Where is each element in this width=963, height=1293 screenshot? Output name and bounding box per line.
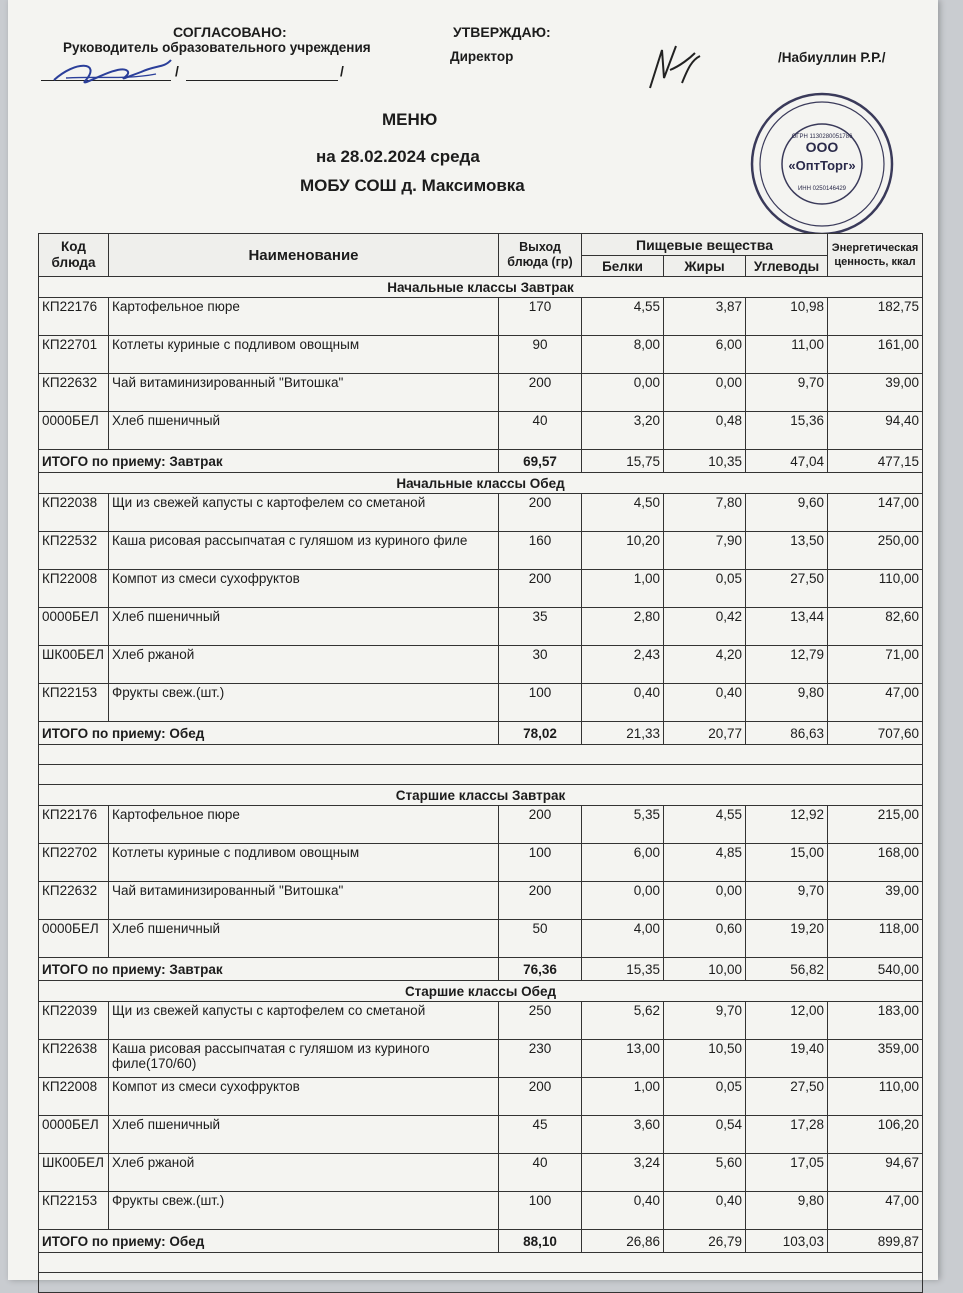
cell-code: КП22153 bbox=[39, 684, 109, 722]
table-row bbox=[39, 532, 923, 570]
cell-output: 170 bbox=[499, 298, 582, 336]
cell-carbs: 27,50 bbox=[746, 1078, 828, 1116]
cell-protein: 3,60 bbox=[582, 1116, 664, 1154]
table-row bbox=[39, 1002, 923, 1040]
total-carbs: 103,03 bbox=[746, 1230, 828, 1253]
approved-role: Руководитель образовательного учреждения bbox=[63, 40, 371, 55]
total-protein: 21,33 bbox=[582, 722, 664, 745]
cell-energy: 94,67 bbox=[828, 1154, 923, 1192]
cell-carbs: 19,20 bbox=[746, 920, 828, 958]
cell-name: Компот из смеси сухофруктов bbox=[109, 1078, 499, 1116]
empty-cell bbox=[39, 745, 923, 765]
total-protein: 15,75 bbox=[582, 450, 664, 473]
table-row bbox=[39, 1154, 923, 1192]
cell-energy: 110,00 bbox=[828, 570, 923, 608]
cell-protein: 4,55 bbox=[582, 298, 664, 336]
total-output: 78,02 bbox=[499, 722, 582, 745]
cell-protein: 0,40 bbox=[582, 1192, 664, 1230]
cell-carbs: 15,36 bbox=[746, 412, 828, 450]
section-title: Начальные классы Обед bbox=[39, 473, 923, 494]
cell-carbs: 12,79 bbox=[746, 646, 828, 684]
total-row bbox=[39, 450, 923, 473]
total-row bbox=[39, 958, 923, 981]
cell-name: Хлеб ржаной bbox=[109, 646, 499, 684]
cell-fat: 4,20 bbox=[664, 646, 746, 684]
cell-code: КП22632 bbox=[39, 374, 109, 412]
cell-fat: 7,90 bbox=[664, 532, 746, 570]
cell-protein: 2,43 bbox=[582, 646, 664, 684]
cell-fat: 0,54 bbox=[664, 1116, 746, 1154]
cell-fat: 7,80 bbox=[664, 494, 746, 532]
col-code: Код блюда bbox=[39, 234, 109, 277]
cell-carbs: 15,00 bbox=[746, 844, 828, 882]
cell-code: КП22038 bbox=[39, 494, 109, 532]
col-nutrients: Пищевые вещества bbox=[582, 234, 828, 256]
cell-name: Хлеб ржаной bbox=[109, 1154, 499, 1192]
cell-code: КП22008 bbox=[39, 570, 109, 608]
cell-energy: 168,00 bbox=[828, 844, 923, 882]
section-header bbox=[39, 981, 923, 1002]
cell-output: 160 bbox=[499, 532, 582, 570]
col-fat: Жиры bbox=[664, 256, 746, 277]
cell-carbs: 13,44 bbox=[746, 608, 828, 646]
cell-energy: 182,75 bbox=[828, 298, 923, 336]
cell-code: 0000БЕЛ bbox=[39, 412, 109, 450]
table-row bbox=[39, 1192, 923, 1230]
cell-name: Хлеб пшеничный bbox=[109, 920, 499, 958]
menu-date: на 28.02.2024 среда bbox=[316, 147, 480, 166]
cell-protein: 3,20 bbox=[582, 412, 664, 450]
cell-protein: 1,00 bbox=[582, 570, 664, 608]
cell-name: Картофельное пюре bbox=[109, 298, 499, 336]
cell-output: 200 bbox=[499, 806, 582, 844]
cell-energy: 250,00 bbox=[828, 532, 923, 570]
cell-fat: 0,05 bbox=[664, 1078, 746, 1116]
cell-code: 0000БЕЛ bbox=[39, 920, 109, 958]
col-energy: Энергетическая ценность, ккал bbox=[828, 234, 923, 277]
cell-output: 200 bbox=[499, 374, 582, 412]
company-stamp bbox=[748, 90, 896, 238]
section-title: Старшие классы Обед bbox=[39, 981, 923, 1002]
table-row bbox=[39, 336, 923, 374]
cell-energy: 215,00 bbox=[828, 806, 923, 844]
cell-output: 230 bbox=[499, 1040, 582, 1078]
cell-name: Чай витаминизированный "Витошка" bbox=[109, 882, 499, 920]
cell-code: ШК00БЕЛ bbox=[39, 646, 109, 684]
cell-protein: 4,00 bbox=[582, 920, 664, 958]
cell-protein: 13,00 bbox=[582, 1040, 664, 1078]
cell-code: КП22153 bbox=[39, 1192, 109, 1230]
cell-protein: 10,20 bbox=[582, 532, 664, 570]
table-row bbox=[39, 882, 923, 920]
cell-carbs: 12,00 bbox=[746, 1002, 828, 1040]
cell-name: Каша рисовая рассыпчатая с гуляшом из куриного филе(170/60) bbox=[109, 1040, 499, 1078]
cell-name: Фрукты свеж.(шт.) bbox=[109, 1192, 499, 1230]
cell-carbs: 17,28 bbox=[746, 1116, 828, 1154]
cell-code: КП22532 bbox=[39, 532, 109, 570]
confirm-role: Директор bbox=[450, 49, 514, 64]
table-row bbox=[39, 684, 923, 722]
col-protein: Белки bbox=[582, 256, 664, 277]
cell-fat: 4,55 bbox=[664, 806, 746, 844]
cell-code: ШК00БЕЛ bbox=[39, 1154, 109, 1192]
total-protein: 15,35 bbox=[582, 958, 664, 981]
cell-output: 40 bbox=[499, 1154, 582, 1192]
cell-carbs: 10,98 bbox=[746, 298, 828, 336]
total-fat: 10,35 bbox=[664, 450, 746, 473]
stamp-ogrn: ОГРН 1130280051786 bbox=[791, 134, 853, 140]
section-title: Старшие классы Завтрак bbox=[39, 785, 923, 806]
cell-protein: 0,00 bbox=[582, 882, 664, 920]
cell-energy: 183,00 bbox=[828, 1002, 923, 1040]
total-energy: 899,87 bbox=[828, 1230, 923, 1253]
cell-fat: 0,40 bbox=[664, 1192, 746, 1230]
total-carbs: 86,63 bbox=[746, 722, 828, 745]
empty-row bbox=[39, 1253, 923, 1273]
cell-name: Хлеб пшеничный bbox=[109, 412, 499, 450]
cell-output: 100 bbox=[499, 844, 582, 882]
empty-row bbox=[39, 765, 923, 785]
cell-fat: 0,42 bbox=[664, 608, 746, 646]
cell-protein: 2,80 bbox=[582, 608, 664, 646]
total-row bbox=[39, 1230, 923, 1253]
approved-signature bbox=[46, 50, 176, 90]
total-output: 88,10 bbox=[499, 1230, 582, 1253]
cell-output: 100 bbox=[499, 1192, 582, 1230]
cell-energy: 106,20 bbox=[828, 1116, 923, 1154]
cell-name: Фрукты свеж.(шт.) bbox=[109, 684, 499, 722]
total-fat: 26,79 bbox=[664, 1230, 746, 1253]
total-energy: 540,00 bbox=[828, 958, 923, 981]
cell-output: 40 bbox=[499, 412, 582, 450]
menu-sheet bbox=[8, 0, 938, 1280]
cell-energy: 82,60 bbox=[828, 608, 923, 646]
total-row bbox=[39, 722, 923, 745]
cell-code: КП22176 bbox=[39, 806, 109, 844]
cell-carbs: 12,92 bbox=[746, 806, 828, 844]
cell-carbs: 19,40 bbox=[746, 1040, 828, 1078]
total-label: ИТОГО по приему: Завтрак bbox=[39, 450, 499, 473]
section-title: Начальные классы Завтрак bbox=[39, 277, 923, 298]
cell-output: 90 bbox=[499, 336, 582, 374]
cell-name: Котлеты куриные с подливом овощным bbox=[109, 336, 499, 374]
cell-energy: 118,00 bbox=[828, 920, 923, 958]
total-label: ИТОГО по приему: Обед bbox=[39, 1230, 499, 1253]
menu-table bbox=[38, 233, 923, 1293]
cell-protein: 1,00 bbox=[582, 1078, 664, 1116]
table-row bbox=[39, 494, 923, 532]
cell-code: КП22008 bbox=[39, 1078, 109, 1116]
cell-protein: 6,00 bbox=[582, 844, 664, 882]
cell-name: Картофельное пюре bbox=[109, 806, 499, 844]
table-row bbox=[39, 570, 923, 608]
cell-fat: 3,87 bbox=[664, 298, 746, 336]
cell-fat: 0,60 bbox=[664, 920, 746, 958]
cell-fat: 10,50 bbox=[664, 1040, 746, 1078]
menu-table-body bbox=[39, 277, 923, 1293]
cell-carbs: 27,50 bbox=[746, 570, 828, 608]
cell-energy: 94,40 bbox=[828, 412, 923, 450]
cell-energy: 71,00 bbox=[828, 646, 923, 684]
school-name: МОБУ СОШ д. Максимовка bbox=[300, 176, 525, 195]
total-label: ИТОГО по приему: Обед bbox=[39, 722, 499, 745]
confirm-name: /Набиуллин Р.Р./ bbox=[778, 50, 886, 65]
total-fat: 10,00 bbox=[664, 958, 746, 981]
col-output: Выход блюда (гр) bbox=[499, 234, 582, 277]
total-output: 76,36 bbox=[499, 958, 582, 981]
empty-cell bbox=[39, 765, 923, 785]
cell-output: 250 bbox=[499, 1002, 582, 1040]
cell-name: Хлеб пшеничный bbox=[109, 1116, 499, 1154]
cell-code: КП22176 bbox=[39, 298, 109, 336]
cell-carbs: 11,00 bbox=[746, 336, 828, 374]
empty-cell bbox=[39, 1273, 923, 1293]
cell-carbs: 9,70 bbox=[746, 374, 828, 412]
table-row bbox=[39, 298, 923, 336]
cell-code: КП22701 bbox=[39, 336, 109, 374]
approved-line-end: / bbox=[340, 63, 344, 79]
table-row bbox=[39, 646, 923, 684]
cell-code: КП22702 bbox=[39, 844, 109, 882]
cell-output: 200 bbox=[499, 494, 582, 532]
cell-energy: 47,00 bbox=[828, 1192, 923, 1230]
cell-name: Котлеты куриные с подливом овощным bbox=[109, 844, 499, 882]
cell-protein: 5,62 bbox=[582, 1002, 664, 1040]
cell-carbs: 9,80 bbox=[746, 684, 828, 722]
cell-fat: 9,70 bbox=[664, 1002, 746, 1040]
cell-energy: 359,00 bbox=[828, 1040, 923, 1078]
table-row bbox=[39, 844, 923, 882]
cell-fat: 6,00 bbox=[664, 336, 746, 374]
cell-output: 100 bbox=[499, 684, 582, 722]
total-protein: 26,86 bbox=[582, 1230, 664, 1253]
cell-output: 200 bbox=[499, 570, 582, 608]
total-carbs: 56,82 bbox=[746, 958, 828, 981]
menu-title: МЕНЮ bbox=[382, 110, 438, 129]
cell-fat: 0,00 bbox=[664, 374, 746, 412]
cell-code: 0000БЕЛ bbox=[39, 608, 109, 646]
cell-name: Хлеб пшеничный bbox=[109, 608, 499, 646]
table-row bbox=[39, 1078, 923, 1116]
cell-fat: 5,60 bbox=[664, 1154, 746, 1192]
cell-energy: 110,00 bbox=[828, 1078, 923, 1116]
director-signature bbox=[640, 38, 710, 98]
cell-name: Чай витаминизированный "Витошка" bbox=[109, 374, 499, 412]
cell-code: КП22039 bbox=[39, 1002, 109, 1040]
cell-carbs: 9,60 bbox=[746, 494, 828, 532]
cell-name: Щи из свежей капусты с картофелем со сметаной bbox=[109, 1002, 499, 1040]
cell-protein: 8,00 bbox=[582, 336, 664, 374]
col-name: Наименование bbox=[109, 234, 499, 277]
cell-code: КП22632 bbox=[39, 882, 109, 920]
cell-carbs: 9,70 bbox=[746, 882, 828, 920]
cell-protein: 4,50 bbox=[582, 494, 664, 532]
total-output: 69,57 bbox=[499, 450, 582, 473]
cell-output: 35 bbox=[499, 608, 582, 646]
cell-output: 200 bbox=[499, 882, 582, 920]
table-row bbox=[39, 806, 923, 844]
table-row bbox=[39, 374, 923, 412]
cell-fat: 0,05 bbox=[664, 570, 746, 608]
cell-energy: 39,00 bbox=[828, 882, 923, 920]
cell-name: Каша рисовая рассыпчатая с гуляшом из куриного филе bbox=[109, 532, 499, 570]
cell-output: 50 bbox=[499, 920, 582, 958]
cell-protein: 0,40 bbox=[582, 684, 664, 722]
table-row bbox=[39, 920, 923, 958]
cell-code: КП22638 bbox=[39, 1040, 109, 1078]
table-row bbox=[39, 412, 923, 450]
empty-row bbox=[39, 745, 923, 765]
cell-name: Щи из свежей капусты с картофелем со сметаной bbox=[109, 494, 499, 532]
table-row bbox=[39, 1116, 923, 1154]
stamp-center-name: «ОптТорг» bbox=[788, 158, 856, 173]
stamp-inn: ИНН 0250146429 bbox=[797, 186, 847, 192]
cell-protein: 3,24 bbox=[582, 1154, 664, 1192]
col-carbs: Углеводы bbox=[746, 256, 828, 277]
cell-energy: 47,00 bbox=[828, 684, 923, 722]
table-row bbox=[39, 608, 923, 646]
cell-energy: 39,00 bbox=[828, 374, 923, 412]
total-fat: 20,77 bbox=[664, 722, 746, 745]
cell-carbs: 9,80 bbox=[746, 1192, 828, 1230]
cell-carbs: 13,50 bbox=[746, 532, 828, 570]
cell-fat: 0,00 bbox=[664, 882, 746, 920]
total-energy: 477,15 bbox=[828, 450, 923, 473]
approved-line-start: / bbox=[175, 63, 179, 79]
cell-output: 200 bbox=[499, 1078, 582, 1116]
cell-name: Компот из смеси сухофруктов bbox=[109, 570, 499, 608]
table-row bbox=[39, 1040, 923, 1078]
confirm-title: УТВЕРЖДАЮ: bbox=[453, 24, 551, 40]
approved-title: СОГЛАСОВАНО: bbox=[173, 24, 287, 40]
approved-name-line bbox=[186, 64, 338, 81]
empty-row bbox=[39, 1273, 923, 1293]
cell-output: 30 bbox=[499, 646, 582, 684]
cell-energy: 147,00 bbox=[828, 494, 923, 532]
cell-code: 0000БЕЛ bbox=[39, 1116, 109, 1154]
cell-fat: 0,40 bbox=[664, 684, 746, 722]
total-carbs: 47,04 bbox=[746, 450, 828, 473]
cell-energy: 161,00 bbox=[828, 336, 923, 374]
cell-carbs: 17,05 bbox=[746, 1154, 828, 1192]
section-header bbox=[39, 473, 923, 494]
cell-protein: 5,35 bbox=[582, 806, 664, 844]
cell-protein: 0,00 bbox=[582, 374, 664, 412]
total-energy: 707,60 bbox=[828, 722, 923, 745]
section-header bbox=[39, 277, 923, 298]
cell-output: 45 bbox=[499, 1116, 582, 1154]
stamp-center-top: ООО bbox=[805, 139, 839, 155]
empty-cell bbox=[39, 1253, 923, 1273]
cell-fat: 4,85 bbox=[664, 844, 746, 882]
cell-fat: 0,48 bbox=[664, 412, 746, 450]
section-header bbox=[39, 785, 923, 806]
total-label: ИТОГО по приему: Завтрак bbox=[39, 958, 499, 981]
